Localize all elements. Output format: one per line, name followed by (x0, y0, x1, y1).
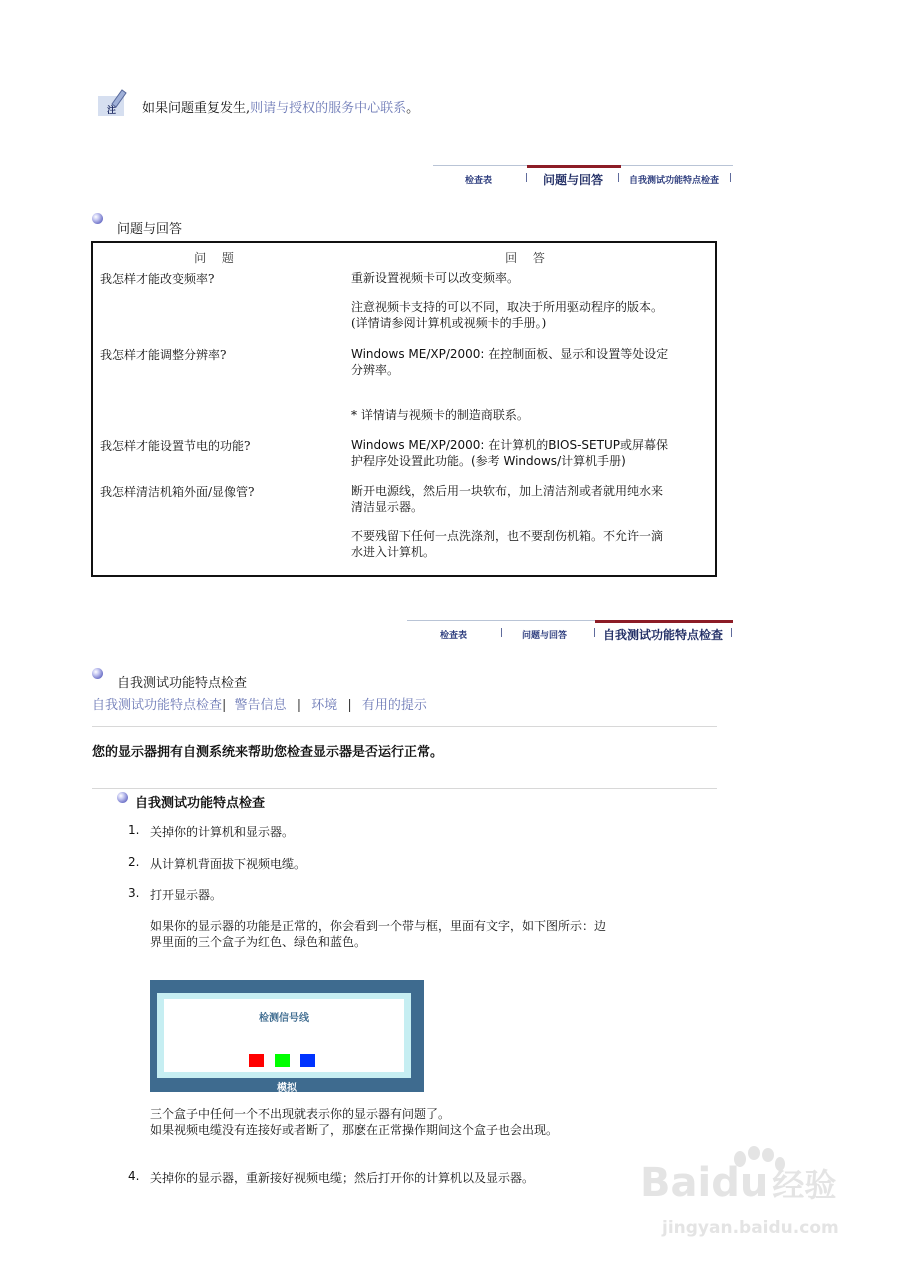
watermark-du: du (711, 1160, 769, 1206)
step-text: 关掉你的显示器，重新接好视频电缆；然后打开你的计算机以及显示器。 (150, 1171, 535, 1185)
step3-description (150, 918, 606, 950)
link-separator: | (347, 698, 352, 713)
tab-separator: | (525, 173, 529, 183)
answer-line: Windows ME/XP/2000: 在控制面板、显示和设置等处设定 (351, 347, 669, 361)
divider (92, 726, 717, 727)
step-number: 1. (128, 823, 140, 837)
watermark-jingyan: 经验 (772, 1166, 837, 1204)
link-separator: | (296, 698, 302, 713)
watermark-logo (640, 1160, 836, 1206)
selftest-subtitle: 自我测试功能特点检查 (135, 796, 266, 811)
service-center-link[interactable]: 则请与授权的服务中心联系 (250, 101, 407, 116)
step-text: 打开显示器。 (150, 888, 223, 902)
step-number: 3. (128, 886, 140, 900)
bullet-icon (92, 668, 103, 679)
step-number: 2. (128, 855, 140, 869)
answer-line: 断开电源线，然后用一块软布，加上清洁剂或者就用纯水来 (351, 484, 664, 498)
nav-active-indicator (595, 620, 733, 623)
table-row (92, 266, 716, 342)
answer-line: 护程序处设置此功能。(参考 Windows/计算机手册) (351, 454, 626, 468)
bullet-icon (117, 792, 128, 803)
answer-line: * 详情请与视频卡的制造商联系。 (351, 408, 529, 422)
screen-footer: 模拟 (277, 1083, 297, 1094)
screen-content (164, 999, 404, 1072)
divider (92, 788, 717, 789)
qa-section-title: 问题与回答 (117, 222, 183, 237)
note-pencil-icon (98, 88, 128, 116)
note-suffix: 。 (406, 101, 420, 116)
table-row (92, 433, 716, 479)
qa-table (91, 241, 717, 577)
nav-tabs-top (433, 165, 733, 187)
table-row (92, 479, 716, 576)
tab-separator: | (500, 628, 504, 638)
paragraph-line: 如果视频电缆没有连接好或者断了，那麽在正常操作期间这个盒子也会出现。 (150, 1123, 559, 1137)
selftest-section-title: 自我测试功能特点检查 (117, 676, 248, 691)
note-prefix: 如果问题重复发生, (142, 101, 251, 116)
green-box (275, 1054, 290, 1067)
red-box (249, 1054, 264, 1067)
question-cell: 我怎样才能调整分辨率? (100, 348, 227, 362)
question-cell: 我怎样才能设置节电的功能? (100, 439, 251, 453)
link-environment[interactable]: 环境 (311, 698, 338, 713)
tab-separator: | (593, 628, 597, 638)
bullet-icon (92, 213, 103, 224)
answer-line: 水进入计算机。 (351, 545, 436, 559)
paragraph-line: 界里面的三个盒子为红色、绿色和蓝色。 (150, 935, 367, 949)
link-separator: | (222, 698, 227, 713)
tab-qa-active[interactable]: 问题与回答 (543, 173, 604, 187)
note-icon-label: 注 (107, 106, 117, 116)
link-selftest[interactable]: 自我测试功能特点检查 (92, 698, 223, 713)
tab-selftest[interactable]: 自我测试功能特点检查 (629, 176, 720, 186)
tab-checklist[interactable]: 检查表 (440, 631, 468, 641)
blue-box (300, 1054, 315, 1067)
screen-title: 检测信号线 (259, 1013, 309, 1024)
answer-cell (341, 433, 716, 479)
answer-cell (341, 479, 716, 576)
nav-tabs-middle (407, 620, 733, 642)
answer-line: (详情请参阅计算机或视频卡的手册。) (351, 316, 547, 330)
step-number: 4. (128, 1169, 140, 1183)
link-useful-tips[interactable]: 有用的提示 (361, 698, 427, 713)
tab-separator: | (729, 173, 733, 183)
note-text (142, 97, 419, 116)
step-text: 从计算机背面拔下视频电缆。 (150, 857, 307, 871)
answer-cell (341, 266, 716, 342)
answer-line: 不要残留下任何一点洗涤剂，也不要刮伤机箱。不允许一滴 (351, 529, 664, 543)
tab-qa[interactable]: 问题与回答 (522, 631, 568, 641)
selftest-intro: 您的显示器拥有自测系统来帮助您检查显示器是否运行正常。 (92, 745, 444, 760)
qa-header-answer: 回 答 (505, 251, 551, 265)
paragraph-line: 三个盒子中任何一个不出现就表示你的显示器有问题了。 (150, 1107, 451, 1121)
nav-active-indicator (527, 165, 621, 168)
tab-selftest-active[interactable]: 自我测试功能特点检查 (603, 628, 724, 642)
step-text: 关掉你的计算机和显示器。 (150, 825, 295, 839)
tab-separator: | (730, 628, 734, 638)
screen-description (150, 1106, 558, 1138)
qa-header-question: 问 题 (194, 251, 240, 265)
answer-line: 分辨率。 (351, 363, 400, 377)
answer-line: 清洁显示器。 (351, 500, 424, 514)
watermark-bai: Bai (640, 1160, 712, 1206)
answer-line: Windows ME/XP/2000: 在计算机的BIOS-SETUP或屏幕保 (351, 438, 668, 452)
paragraph-line: 如果你的显示器的功能是正常的，你会看到一个带与框，里面有文字，如下图所示：边 (150, 919, 607, 933)
answer-line: 重新设置视频卡可以改变频率。 (351, 271, 520, 285)
question-cell: 我怎样清洁机箱外面/显像管? (100, 485, 255, 499)
answer-line: 注意视频卡支持的可以不同，取决于所用驱动程序的版本。 (351, 300, 664, 314)
answer-cell (341, 342, 716, 433)
watermark-url: jingyan.baidu.com (662, 1218, 839, 1238)
table-row (92, 342, 716, 433)
selftest-links (92, 694, 427, 713)
link-warning[interactable]: 警告信息 (234, 698, 287, 713)
tab-checklist[interactable]: 检查表 (465, 176, 493, 186)
tab-separator: | (617, 173, 621, 183)
question-cell: 我怎样才能改变频率? (100, 272, 215, 286)
monitor-test-screen (150, 980, 424, 1092)
